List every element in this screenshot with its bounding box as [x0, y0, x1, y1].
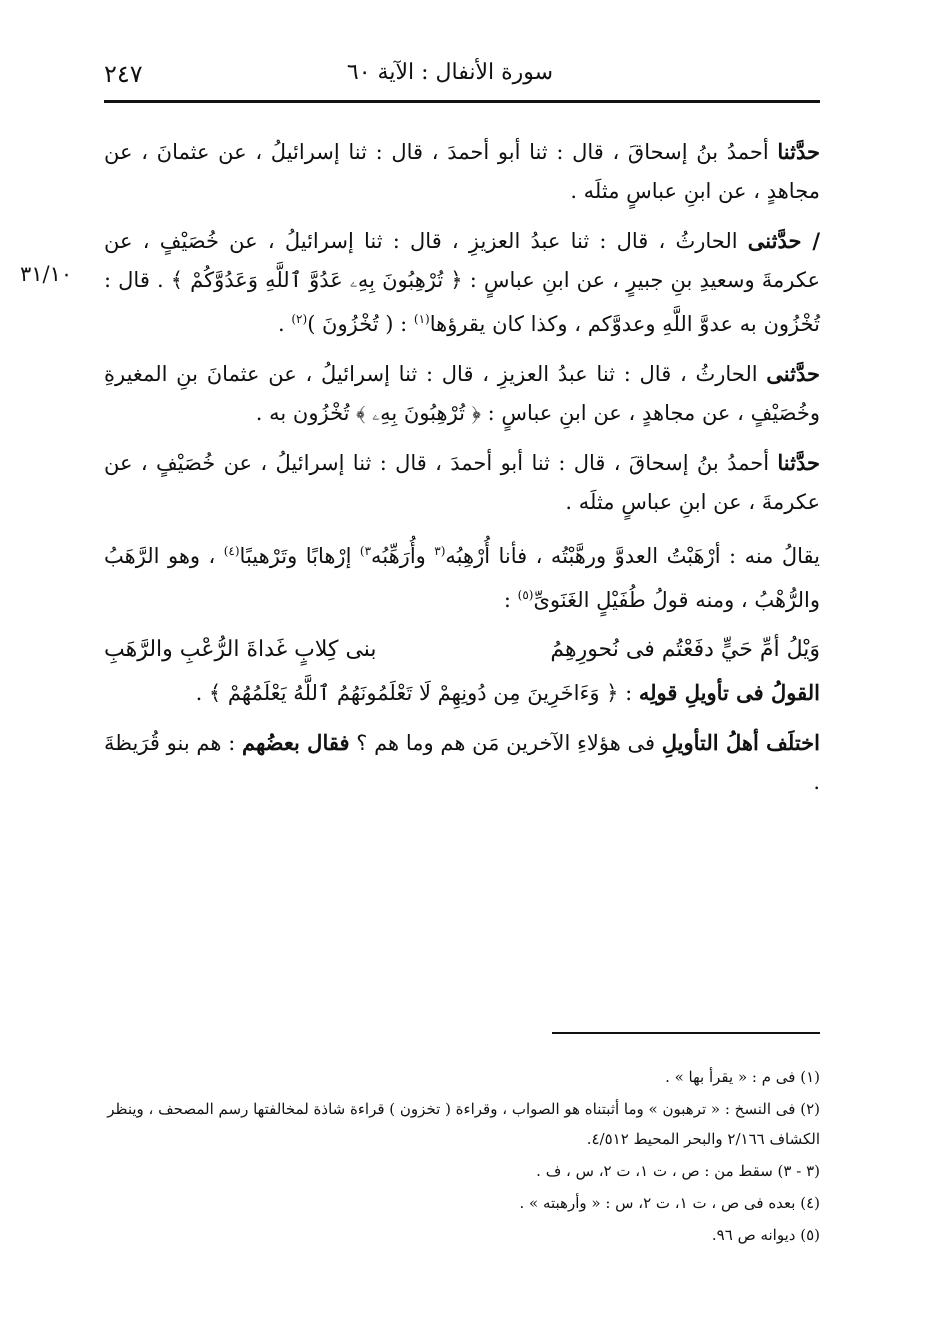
footnote-marker: ٣) [359, 544, 372, 558]
paragraph-lead: اختلَف أهلُ التأويلِ [661, 730, 820, 755]
paragraph-6 [104, 673, 820, 713]
footnote-5: (٥) ديوانه ص ٩٦. [711, 1226, 820, 1244]
verse-hemistich-2: بنى كِلابٍ غَداةَ الرُّعْبِ والرَّهَبِ [104, 637, 377, 662]
footnote-marker: (٥) [517, 588, 534, 602]
paragraph-lead: / حدَّثنى [747, 228, 820, 253]
page-number: ٢٤٧ [104, 60, 143, 88]
running-header-title: سورة الأنفال : الآية ٦٠ [346, 60, 554, 85]
paragraph-text: أحمدُ بنُ إسحاقَ ، قال : ثنا أبو أحمدَ ، قال : ثنا إسرائيلُ ، عن عثمانَ ، عن مجاهدٍ ، عن ابنِ عباسٍ مثلَه . [104, 140, 820, 203]
paragraph-5 [104, 532, 820, 620]
paragraph-text: فى هؤلاءِ الآخرين مَن هم وما هم ؟ [349, 731, 662, 755]
footnote-3: (٣ - ٣) سقط من : ص ، ت ١، ت ٢، س ، ف . [536, 1162, 820, 1180]
paragraph-text: إرْهابًا وتَرْهيبًا [239, 544, 360, 568]
paragraph-4 [104, 443, 820, 522]
footnote-4: (٤) بعده فى ص ، ت ١، ت ٢، س : « وأرهبته » . [519, 1194, 820, 1212]
footnote-rule [552, 1032, 820, 1034]
paragraph-text: وأُرَهِّبُه [371, 544, 435, 568]
poetry-verse [104, 630, 820, 669]
paragraph-lead: حدَّثنا [777, 450, 820, 475]
footnote-2: (٢) فى النسخ : « ترهبون » وما أثبتناه هو الصواب ، وقراءة ( تخزون ) قراءة شاذة لمخالفتها رسم المصحف ، وينظر الكشاف ٢/١٦٦ والبحر المحيط ٤/٥١٢. [107, 1100, 820, 1148]
paragraph-text: الحارثُ ، قال : ثنا عبدُ العزيزِ ، قال : ثنا إسرائيلُ ، عن عثمانَ بنِ المغيرةِ وخُصَيْفٍ ، عن مجاهدٍ ، عن ابنِ عباسٍ : ﴿ تُرْهِبُونَ بِهِۦ ﴾ تُخْزُون به . [104, 362, 820, 425]
paragraph-text: الحارثُ ، قال : ثنا عبدُ العزيزِ ، قال : ثنا إسرائيلُ ، عن خُصَيْفٍ ، عن عكرمةَ وسعيدِ بنِ جبيرٍ ، عن ابنِ عباسٍ : ﴿ تُرْهِبُونَ بِهِۦ عَدُوَّ ٱللَّهِ وَعَدُوَّكُمْ ﴾ . قال : تُخْزُون به عدوَّ اللَّهِ وعدوَّكم ، وكذا كان يقرؤها [104, 229, 820, 336]
paragraph-text: : هم بنو قُرَيظةَ . [104, 731, 820, 794]
footnote-marker: (٢) [291, 312, 308, 326]
footnotes [104, 1062, 820, 1252]
section-heading: القولُ فى تأويلِ قولِه [638, 680, 820, 705]
footnote-marker: (١) [413, 312, 430, 326]
paragraph-text: يقالُ منه : أرْهَبْتُ العدوَّ ورهَّبْتُه ، فأنا أُرْهِبُه [445, 544, 821, 568]
paragraph-lead: حدَّثنى [766, 361, 820, 386]
paragraph-1 [104, 132, 820, 211]
header-rule [104, 100, 820, 103]
margin-reference: ٣١/١٠ [20, 262, 73, 286]
footnote-marker: (٣ [434, 544, 446, 558]
footnote-marker: (٤) [223, 544, 240, 558]
paragraph-lead: حدَّثنا [777, 139, 820, 164]
paragraph-text: ، وهو الرَّهَبُ والرُّهْبُ ، ومنه قولُ طُفَيْلٍ الغَنَوىِّ [104, 544, 820, 612]
paragraph-text: : ﴿ وَءَاخَرِينَ مِن دُونِهِمْ لَا تَعْلَمُونَهُمُ ٱللَّهُ يَعْلَمُهُمْ ﴾ . [195, 681, 639, 705]
paragraph-text: : ( تُخْزُونَ ) [307, 312, 414, 336]
main-text [104, 132, 820, 812]
paragraph-3 [104, 354, 820, 433]
verse-hemistich-1: وَيْلُ أمِّ حَيٍّ دفَعْتُم فى نُحورِهِمُ [550, 637, 820, 662]
footnote-1: (١) فى م : « يقرأ بها » . [665, 1068, 820, 1086]
paragraph-7 [104, 723, 820, 802]
paragraph-text: أحمدُ بنُ إسحاقَ ، قال : ثنا أبو أحمدَ ، قال : ثنا إسرائيلُ ، عن خُصَيْفٍ ، عن عكرمةَ ، عن ابنِ عباسٍ مثلَه . [104, 451, 820, 514]
paragraph-2 [104, 221, 820, 344]
paragraph-text: . [278, 312, 292, 336]
paragraph-lead: فقال بعضُهم [241, 730, 350, 755]
paragraph-text: : [503, 588, 518, 612]
